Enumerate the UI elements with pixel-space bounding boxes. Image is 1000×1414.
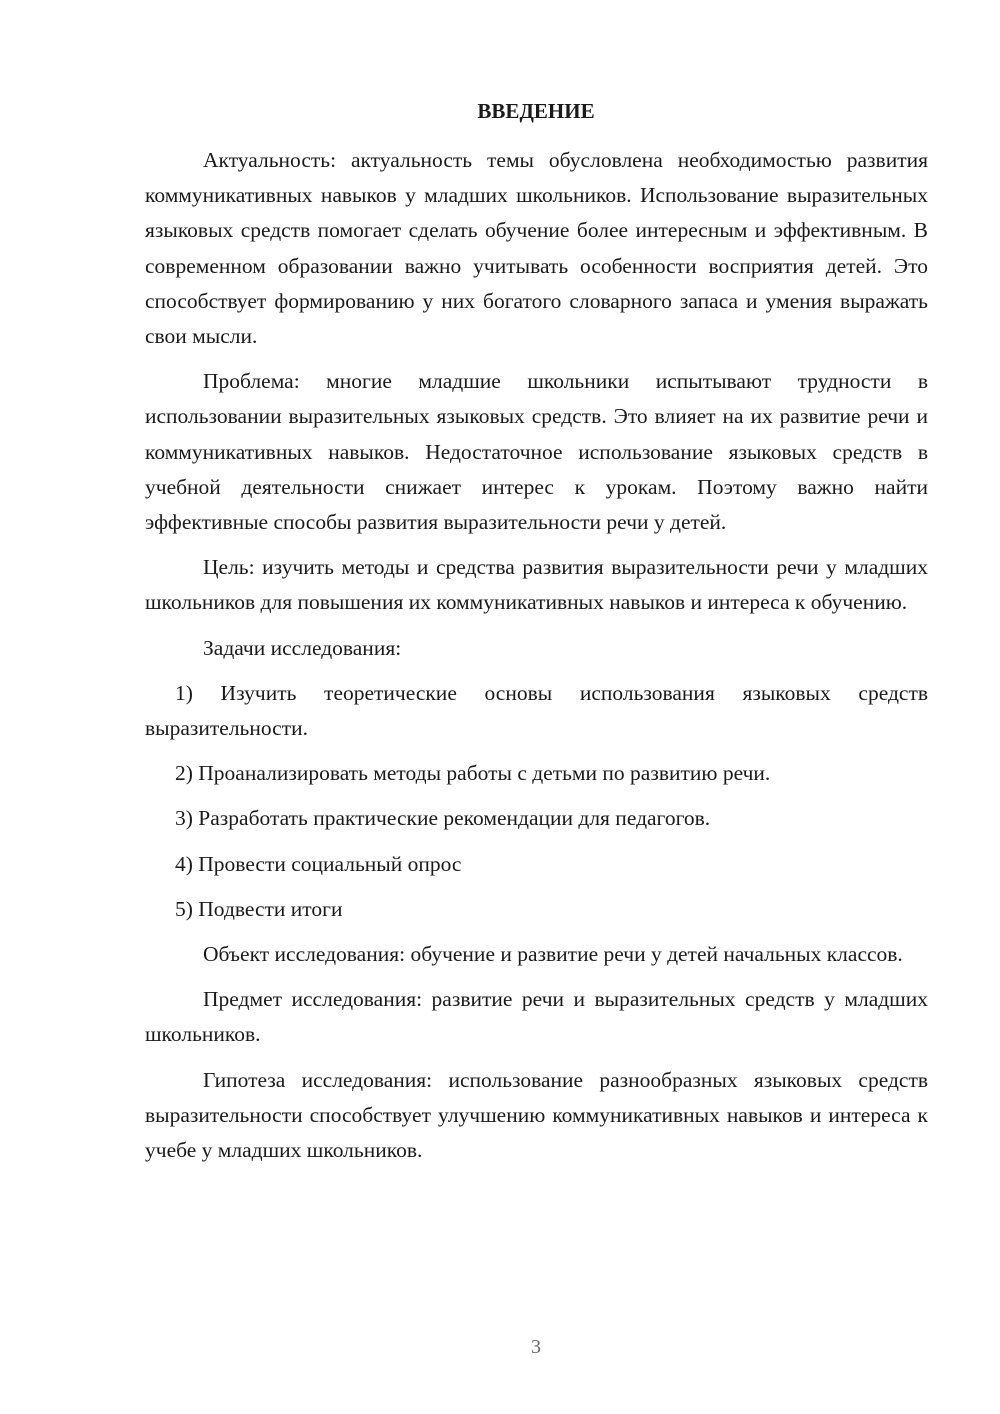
relevance-paragraph: Актуальность: актуальность темы обусловлена необходимостью развития коммуникативных навыков у младших школьников. Использование выразительных языковых средств помогает сделать обучение более интересным и эффективным. В современном образовании важно учитывать особенности восприятия детей. Это способствует формированию у них богатого словарного запаса и умения выражать свои мысли. [145, 148, 928, 349]
object-paragraph: Объект исследования: обучение и развитие речи у детей начальных классов. [203, 942, 903, 967]
subject-paragraph: Предмет исследования: развитие речи и выразительных средств у младших школьников. [145, 987, 928, 1047]
list-item: 5) Подвести итоги [175, 896, 343, 921]
list-item: 2) Проанализировать методы работы с детьми по развитию речи. [175, 761, 771, 786]
list-item: 4) Провести социальный опрос [175, 851, 462, 876]
hypothesis-paragraph: Гипотеза исследования: использование разнообразных языковых средств выразительности способствует улучшению коммуникативных навыков и интереса к учебе у младших школьников. [145, 1067, 928, 1163]
list-item: 3) Разработать практические рекомендации для педагогов. [175, 806, 711, 831]
tasks-list [145, 676, 928, 927]
goal-paragraph: Цель: изучить методы и средства развития выразительности речи у младших школьников для повышения их коммуникативных навыков и интереса к обучению. [145, 555, 928, 615]
tasks-heading: Задачи исследования: [203, 635, 402, 660]
list-item: 1) Изучить теоретические основы использования языковых средств выразительности. [145, 680, 928, 741]
page-number: 3 [531, 1336, 541, 1358]
page-title: ВВЕДЕНИЕ [477, 99, 595, 123]
document-body [145, 143, 928, 1178]
problem-paragraph: Проблема: многие младшие школьники испытывают трудности в использовании выразительных языковых средств. Это влияет на их развитие речи и коммуникативных навыков. Недостаточное использование языковых средств в учебной деятельности снижает интерес к урокам. Поэтому важно найти эффективные способы развития выразительности речи у детей. [145, 369, 928, 535]
